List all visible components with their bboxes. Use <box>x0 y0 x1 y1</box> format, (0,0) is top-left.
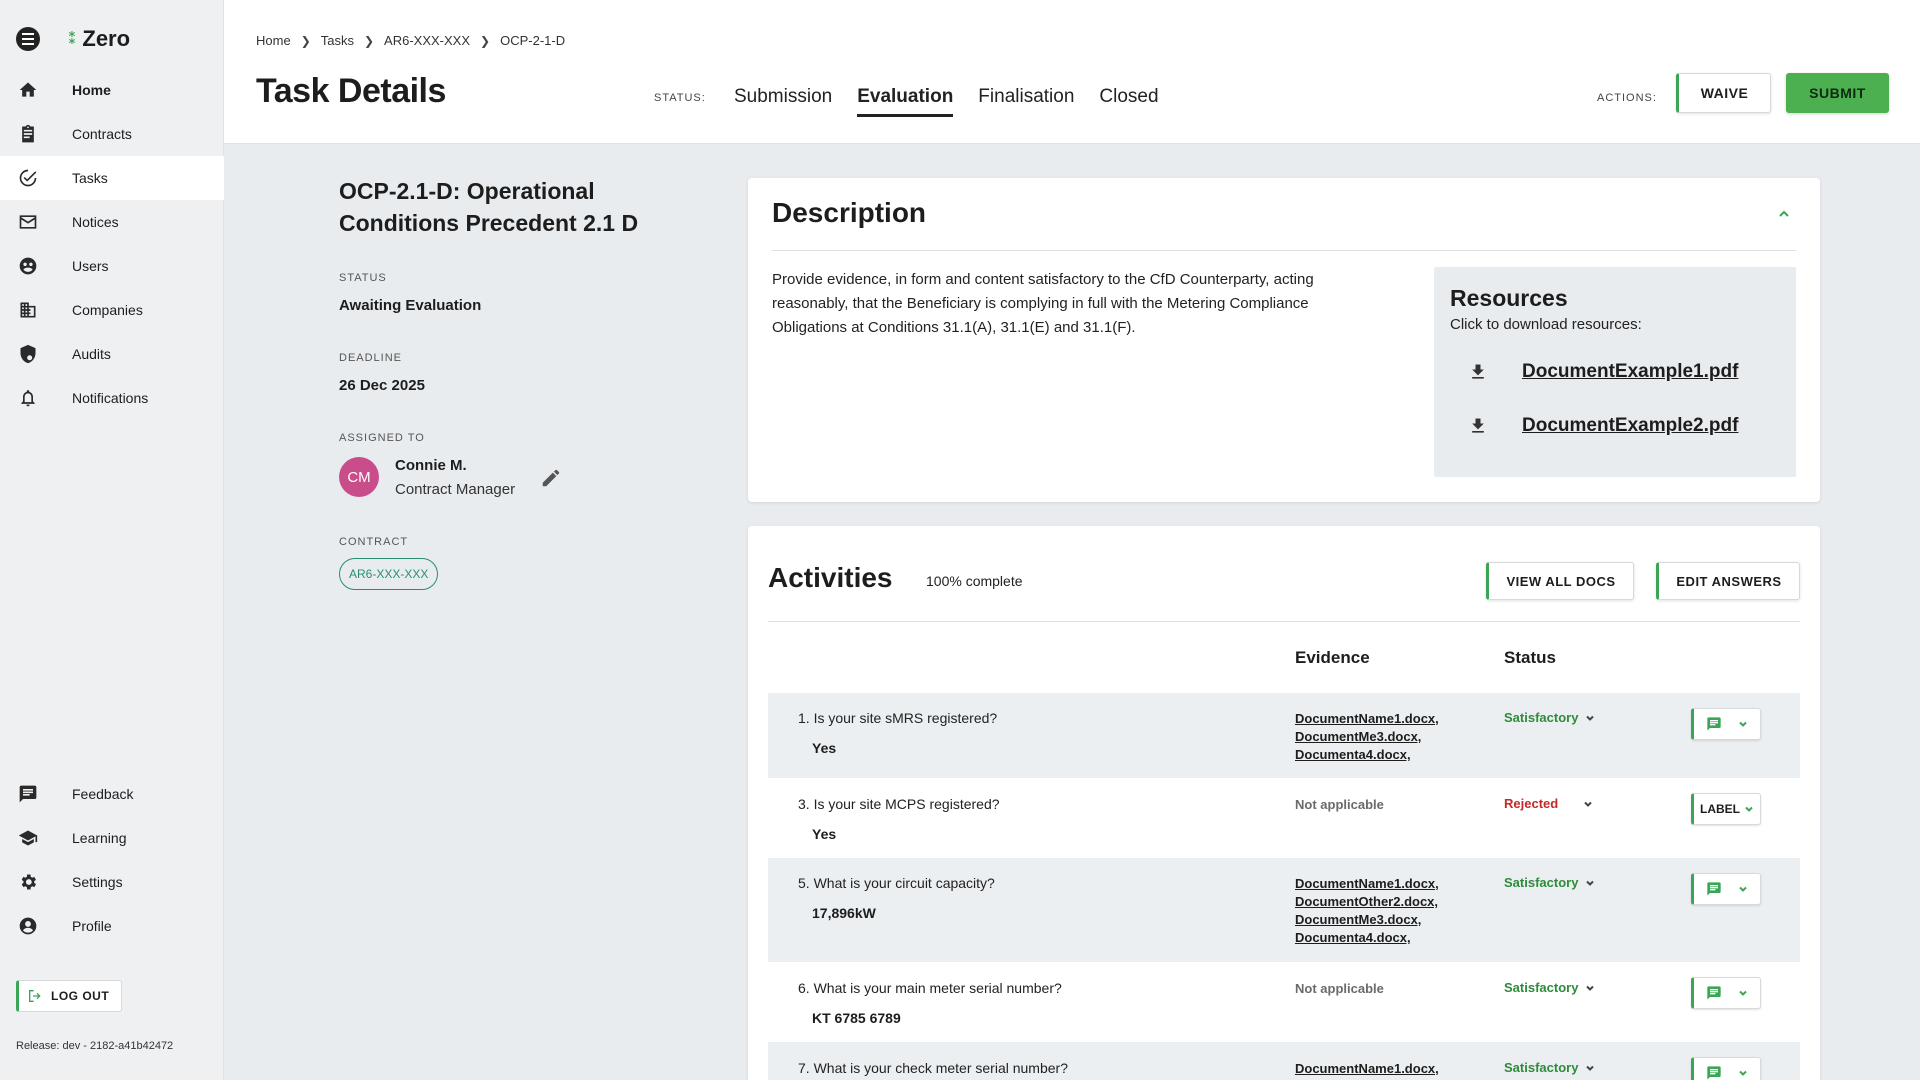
activities-card <box>748 526 1820 1080</box>
sidebar-item-settings[interactable] <box>0 860 224 904</box>
release-version: Release: dev - 2182-a41b42472 <box>16 1040 174 1052</box>
resource-link[interactable] <box>1468 361 1738 383</box>
bell-icon <box>16 386 40 410</box>
breadcrumb-tasks[interactable]: Tasks <box>320 33 354 48</box>
tab-submission[interactable]: Submission <box>734 86 833 107</box>
resource-link[interactable] <box>1468 415 1738 437</box>
resource-link-text[interactable]: DocumentExample2.pdf <box>1522 415 1739 436</box>
page-header <box>224 0 1920 144</box>
chevron-right-icon: ❯ <box>300 33 311 48</box>
evidence-link[interactable]: DocumentName1.docx, <box>1295 876 1439 891</box>
description-card <box>748 178 1820 502</box>
status-tabs-label: STATUS: <box>654 92 706 104</box>
row-action-button[interactable] <box>1691 977 1761 1009</box>
table-row <box>768 693 1800 778</box>
chevron-right-icon: ❯ <box>363 33 375 48</box>
evidence-list <box>1295 980 1384 998</box>
shield-icon <box>16 342 40 366</box>
sidebar-item-feedback[interactable] <box>0 772 224 816</box>
activities-progress: 100% complete <box>926 573 1023 589</box>
sidebar-item-contracts[interactable] <box>0 112 224 156</box>
assignee-name: Connie M. <box>395 457 467 474</box>
breadcrumb-home[interactable]: Home <box>256 33 291 48</box>
evidence-list <box>1295 875 1439 947</box>
sidebar-item-label: Notices <box>72 214 119 230</box>
evidence-list <box>1295 710 1439 764</box>
evidence-not-applicable: Not applicable <box>1295 797 1384 812</box>
status-dropdown[interactable] <box>1504 710 1596 725</box>
tab-evaluation[interactable]: Evaluation <box>857 86 953 117</box>
edit-answers-button[interactable]: EDIT ANSWERS <box>1656 562 1800 600</box>
comment-icon <box>1706 985 1722 1001</box>
row-action-button[interactable] <box>1691 873 1761 905</box>
building-icon <box>16 298 40 322</box>
evidence-not-applicable: Not applicable <box>1295 981 1384 996</box>
description-title: Description <box>772 197 927 228</box>
sidebar-item-label: Settings <box>72 874 123 890</box>
evidence-link[interactable]: Documenta4.docx, <box>1295 747 1411 762</box>
status-value: Awaiting Evaluation <box>339 297 482 314</box>
activities-title: Activities <box>768 562 893 593</box>
sidebar-item-notices[interactable] <box>0 200 224 244</box>
sidebar-item-label: Feedback <box>72 786 134 802</box>
chevron-down-icon <box>1584 877 1596 889</box>
chevron-right-icon: ❯ <box>480 33 491 48</box>
sidebar-item-label: Contracts <box>72 126 132 142</box>
breadcrumb <box>256 33 565 48</box>
breadcrumb-current: OCP-2-1-D <box>500 33 566 48</box>
brand <box>16 26 130 52</box>
clipboard-icon <box>16 122 40 146</box>
chevron-down-icon <box>1584 982 1596 994</box>
comment-icon <box>1706 881 1722 897</box>
mail-icon <box>16 210 40 234</box>
evidence-link[interactable]: DocumentOther2.docx, <box>1295 894 1439 909</box>
download-icon <box>1468 362 1488 382</box>
evidence-list <box>1295 1060 1439 1078</box>
sidebar-item-label: Audits <box>72 346 111 362</box>
sidebar-item-label: Companies <box>72 302 143 318</box>
evidence-column-header: Evidence <box>1295 648 1370 667</box>
assigned-to-label: ASSIGNED TO <box>339 432 425 444</box>
sidebar-item-label: Notifications <box>72 390 149 406</box>
question-text: 1. Is your site sMRS registered? <box>798 710 998 726</box>
home-icon <box>16 78 40 102</box>
deadline-value: 26 Dec 2025 <box>339 377 425 394</box>
task-title: OCP-2.1-D: Operational Conditions Precedent 2.1 D <box>339 178 639 236</box>
status-value: Satisfactory <box>1504 875 1579 890</box>
sidebar-item-label: Tasks <box>72 170 108 186</box>
sidebar-item-profile[interactable] <box>0 904 224 948</box>
sidebar-item-users[interactable] <box>0 244 224 288</box>
tab-closed[interactable]: Closed <box>1099 86 1159 107</box>
sidebar-item-label: Users <box>72 258 109 274</box>
logout-icon <box>27 988 43 1004</box>
users-icon <box>16 254 40 278</box>
contract-chip[interactable]: AR6-XXX-XXX <box>339 558 438 590</box>
comment-icon <box>1706 1065 1722 1080</box>
chevron-down-icon <box>1584 712 1596 724</box>
sidebar <box>0 0 224 1080</box>
chevron-down-icon <box>1738 884 1748 894</box>
table-row <box>768 858 1800 962</box>
avatar: CM <box>339 457 379 497</box>
logout-label: LOG OUT <box>51 989 110 1003</box>
row-action-label: LABEL <box>1700 802 1740 816</box>
answer-text: 17,896kW <box>812 905 876 921</box>
resource-link-text[interactable]: DocumentExample1.pdf <box>1522 361 1739 382</box>
answer-text: Yes <box>812 826 837 842</box>
status-value: Satisfactory <box>1504 980 1579 995</box>
resources-panel <box>1434 267 1796 477</box>
sidebar-item-tasks[interactable] <box>0 156 224 200</box>
status-value: Satisfactory <box>1504 1060 1579 1075</box>
chevron-down-icon <box>1738 1068 1748 1078</box>
logout-button[interactable] <box>16 980 122 1012</box>
evidence-link[interactable]: DocumentName1.docx, <box>1295 711 1439 726</box>
evidence-list <box>1295 796 1384 814</box>
evidence-link[interactable]: DocumentName1.docx, <box>1295 1061 1439 1076</box>
question-text: 6. What is your main meter serial number? <box>798 980 1062 996</box>
resources-title: Resources <box>1450 285 1568 311</box>
sidebar-item-home[interactable] <box>0 68 224 112</box>
breadcrumb-contract[interactable]: AR6-XXX-XXX <box>384 33 471 48</box>
comment-icon <box>1706 716 1722 732</box>
sidebar-item-label: Profile <box>72 918 112 934</box>
row-action-button[interactable] <box>1691 1057 1761 1080</box>
logo-icon: ⁑ <box>68 31 77 48</box>
page-title: Task Details <box>256 72 446 110</box>
row-action-button[interactable] <box>1691 793 1761 825</box>
chevron-up-icon[interactable] <box>1776 206 1792 222</box>
evidence-link[interactable]: DocumentMe3.docx, <box>1295 912 1422 927</box>
sidebar-item-audits[interactable] <box>0 332 224 376</box>
check-circle-icon <box>16 166 40 190</box>
question-text: 7. What is your check meter serial number? <box>798 1060 1068 1076</box>
chevron-down-icon <box>1738 988 1748 998</box>
chevron-down-icon <box>1584 1062 1596 1074</box>
status-dropdown[interactable] <box>1504 796 1594 811</box>
contract-label: CONTRACT <box>339 536 409 548</box>
status-column-header: Status <box>1504 648 1556 667</box>
status-value: Rejected <box>1504 796 1559 811</box>
resources-subtitle: Click to download resources: <box>1450 316 1642 333</box>
tab-finalisation[interactable]: Finalisation <box>978 86 1075 107</box>
edit-icon[interactable] <box>540 467 562 489</box>
status-tabs <box>734 86 1184 117</box>
gear-icon <box>16 870 40 894</box>
deadline-label: DEADLINE <box>339 352 403 364</box>
status-dropdown[interactable] <box>1504 875 1596 890</box>
chevron-down-icon <box>1738 719 1748 729</box>
status-value: Satisfactory <box>1504 710 1579 725</box>
download-icon <box>1468 416 1488 436</box>
sidebar-item-label: Home <box>72 82 111 98</box>
view-all-docs-button[interactable]: VIEW ALL DOCS <box>1486 562 1634 600</box>
sidebar-item-notifications[interactable] <box>0 376 224 420</box>
answer-text: KT 6785 6789 <box>812 1010 901 1026</box>
table-row <box>768 962 1800 1042</box>
description-text: Provide evidence, in form and content satisfactory to the CfD Counterparty, acting reasonably, that the Beneficiary is complying in full with the Metering Compliance Obligations at Conditions 31.1(A), 31.1(E) and 31.1(F). <box>772 271 1314 336</box>
school-icon <box>16 826 40 850</box>
row-action-button[interactable] <box>1691 708 1761 740</box>
answer-text: Yes <box>812 740 837 756</box>
sidebar-item-companies[interactable] <box>0 288 224 332</box>
evidence-link[interactable]: DocumentMe3.docx, <box>1295 729 1422 744</box>
table-row <box>768 778 1800 858</box>
assignee-role: Contract Manager <box>395 481 516 498</box>
status-label: STATUS <box>339 272 387 284</box>
divider <box>772 250 1796 251</box>
evidence-link[interactable]: Documenta4.docx, <box>1295 930 1411 945</box>
submit-button[interactable]: SUBMIT <box>1786 73 1889 113</box>
divider <box>768 621 1800 622</box>
status-dropdown[interactable] <box>1504 980 1596 995</box>
actions-label: ACTIONS: <box>1597 92 1657 104</box>
chevron-down-icon <box>1582 798 1594 810</box>
app-name[interactable]: Zero <box>82 26 131 51</box>
waive-button[interactable]: WAIVE <box>1676 73 1771 113</box>
profile-icon <box>16 914 40 938</box>
question-text: 5. What is your circuit capacity? <box>798 875 995 891</box>
table-row <box>768 1042 1800 1080</box>
question-text: 3. Is your site MCPS registered? <box>798 796 1000 812</box>
sidebar-item-label: Learning <box>72 830 127 846</box>
chevron-down-icon <box>1744 804 1754 814</box>
menu-icon[interactable] <box>16 27 40 51</box>
status-dropdown[interactable] <box>1504 1060 1596 1075</box>
feedback-icon <box>16 782 40 806</box>
sidebar-item-learning[interactable] <box>0 816 224 860</box>
